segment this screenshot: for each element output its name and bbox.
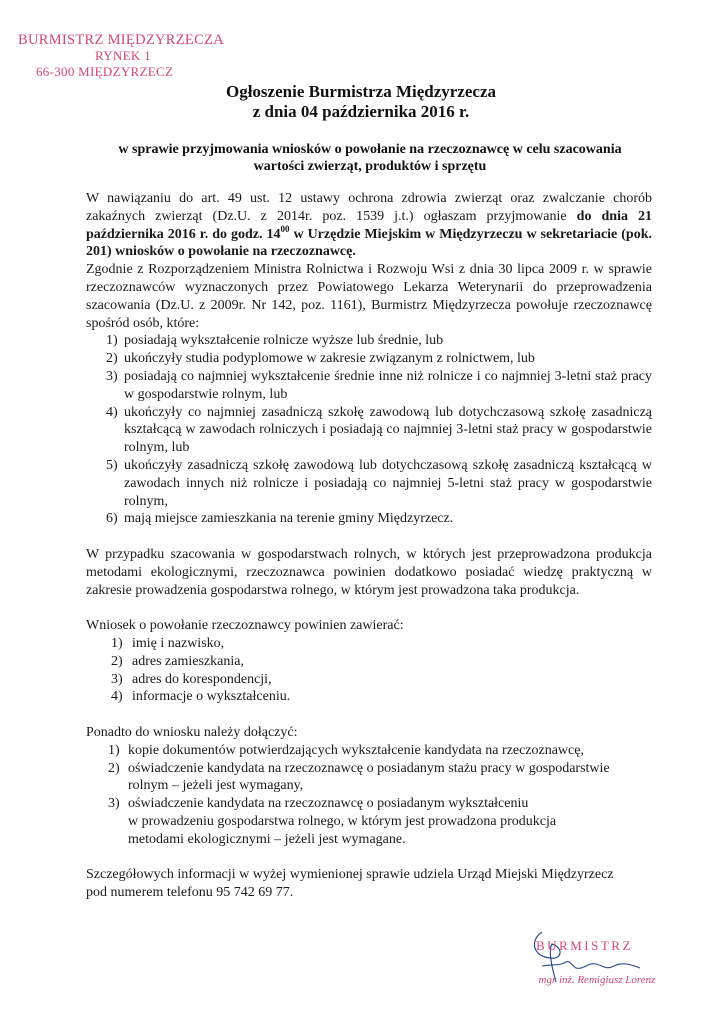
- title-line-1: Ogłoszenie Burmistrza Międzyrzecza: [225, 82, 496, 101]
- attachments-list: [86, 742, 652, 849]
- header-stamp: [14, 32, 224, 80]
- subject-line-1: w sprawie przyjmowania wniosków o powołanie na rzeczoznawcę w celu szacowania: [118, 142, 622, 157]
- list-text: w prowadzeniu gospodarstwa rolnego, w którym jest prowadzona produkcja: [128, 813, 557, 829]
- document-body: [86, 190, 652, 902]
- list-number: 3): [106, 368, 118, 384]
- contact-paragraph: [86, 866, 652, 902]
- list-item: [86, 688, 652, 706]
- stamp-line-street: RYNEK 1: [95, 48, 151, 63]
- list-item: [86, 760, 652, 796]
- list-item: [86, 795, 652, 848]
- stamp-line-city: 66-300 MIĘDZYRZECZ: [36, 64, 174, 79]
- subject-line-2: wartości zwierząt, produktów i sprzętu: [253, 159, 487, 174]
- list-text: posiadają wykształcenie rolnicze wyższe lub średnie, lub: [124, 333, 444, 349]
- list-number: 3): [108, 796, 120, 812]
- list-text: kopie dokumentów potwierdzających wykształcenie kandydata na rzeczoznawcę,: [128, 742, 584, 758]
- document-subject: [60, 141, 680, 175]
- application-list: [86, 635, 652, 706]
- list-text: imię i nazwisko,: [132, 635, 225, 651]
- list-text: ukończyły zasadniczą szkołę zawodową lub dotychczasową szkołę zasadniczą kształcącą w zawodach innych niż rolnicze i posiadają co najmniej 5-letni staż pracy w gospodarstwie rolnym,: [124, 457, 652, 509]
- ecological-paragraph: W przypadku szacowania w gospodarstwach rolnych, w których jest przeprowadzona produkcja metodami ekologicznymi, rzeczoznawca powinien dodatkowo posiadać wiedzę praktyczną w zakresie prowadzenia gospodarstwa rolnego, w którym jest prowadzona taka produkcja.: [86, 546, 652, 598]
- deadline-location-text: w Urzędzie Miejskim w Międzyrzeczu w sekretariacie (pok. 201) wniosków o powołanie na rzeczoznawcę.: [86, 226, 652, 260]
- list-number: 1): [106, 333, 118, 349]
- signature-block: [522, 926, 672, 996]
- list-text: adres zamieszkania,: [132, 653, 244, 669]
- attachments-heading: Ponadto do wniosku należy dołączyć:: [86, 724, 298, 740]
- list-item: [86, 742, 652, 760]
- list-text: ukończyły co najmniej zasadniczą szkołę zawodową lub dotychczasową szkołę zasadniczą kształcącą w zawodach rolniczych i posiadają co najmniej 3-letni staż pracy w gospodarstwie rolnym, lub: [124, 404, 652, 456]
- list-number: 3): [111, 671, 123, 687]
- list-number: 2): [108, 760, 120, 776]
- list-item: [86, 635, 652, 653]
- deadline-text: do dnia 21 października 2016 r. do godz. 14: [86, 208, 652, 242]
- list-item: [86, 350, 652, 368]
- list-text: oświadczenie kandydata na rzeczoznawcę o posiadanym wykształceniu: [128, 796, 529, 812]
- application-heading: Wniosek o powołanie rzeczoznawcy powinien zawierać:: [86, 618, 404, 634]
- intro-paragraph: [86, 190, 652, 261]
- list-number: 4): [111, 689, 123, 705]
- intro-text: W nawiązaniu do art. 49 ust. 12 ustawy ochrona zdrowia zwierząt oraz zwalczanie chorób zakaźnych zwierząt (Dz.U. z 2014r. poz. 1539 j.t.) ogłaszam przyjmowanie: [86, 191, 652, 224]
- list-text: mają miejsce zamieszkania na terenie gminy Międzyrzecz.: [124, 511, 454, 527]
- list-number: 2): [106, 351, 118, 367]
- list-number: 5): [106, 457, 118, 473]
- list-item: [86, 457, 652, 510]
- list-number: 2): [111, 653, 123, 669]
- list-item: [86, 653, 652, 671]
- title-date: z dnia 04 października 2016 r.: [252, 102, 470, 121]
- list-text: metodami ekologicznymi – jeżeli jest wymagane.: [128, 831, 406, 847]
- list-text: posiadają co najmniej wykształcenie średnie inne niż rolnicze i co najmniej 3-letni staż pracy w gospodarstwie rolnym, lub: [124, 368, 652, 402]
- criteria-list: [86, 332, 652, 528]
- list-item: [86, 332, 652, 350]
- list-text: rolnym – jeżeli jest wymagany,: [128, 778, 304, 794]
- deadline-minutes: 00: [280, 223, 290, 234]
- list-number: 1): [108, 742, 120, 758]
- contact-line-1: Szczegółowych informacji w wyżej wymienionej sprawie udziela Urząd Miejski Międzyrzecz: [86, 867, 614, 883]
- list-number: 4): [106, 404, 118, 420]
- list-number: 6): [106, 511, 118, 527]
- list-number: 1): [111, 635, 123, 651]
- list-text: ukończyły studia podyplomowe w zakresie związanym z rolnictwem, lub: [124, 351, 535, 367]
- signature-title: BURMISTRZ: [536, 938, 633, 953]
- list-text: adres do korespondencji,: [132, 671, 272, 687]
- list-item: [86, 510, 652, 528]
- list-text: oświadczenie kandydata na rzeczoznawcę o posiadanym stażu pracy w gospodarstwie: [128, 760, 610, 776]
- stamp-line-office: BURMISTRZ MIĘDZYRZECZA: [18, 32, 224, 48]
- contact-phone: pod numerem telefonu 95 742 69 77.: [86, 885, 294, 901]
- list-item: [86, 368, 652, 404]
- list-text: informacje o wykształceniu.: [132, 689, 291, 705]
- list-item: [86, 671, 652, 689]
- regulation-paragraph: Zgodnie z Rozporządzeniem Ministra Rolnictwa i Rozwoju Wsi z dnia 30 lipca 2009 r. w sprawie rzeczoznawców wyznaczonych przez Powiatowego Lekarza Weterynarii do przeprowadzenia szacowania (Dz.U. z 2009r. Nr 142, poz. 1161), Burmistrz Międzyrzecza powołuje rzeczoznawcę spośród osób, które:: [86, 262, 652, 331]
- signatory-name: mgr inż. Remigiusz Lorenz: [538, 974, 656, 986]
- document-title: [0, 82, 722, 122]
- list-item: [86, 404, 652, 457]
